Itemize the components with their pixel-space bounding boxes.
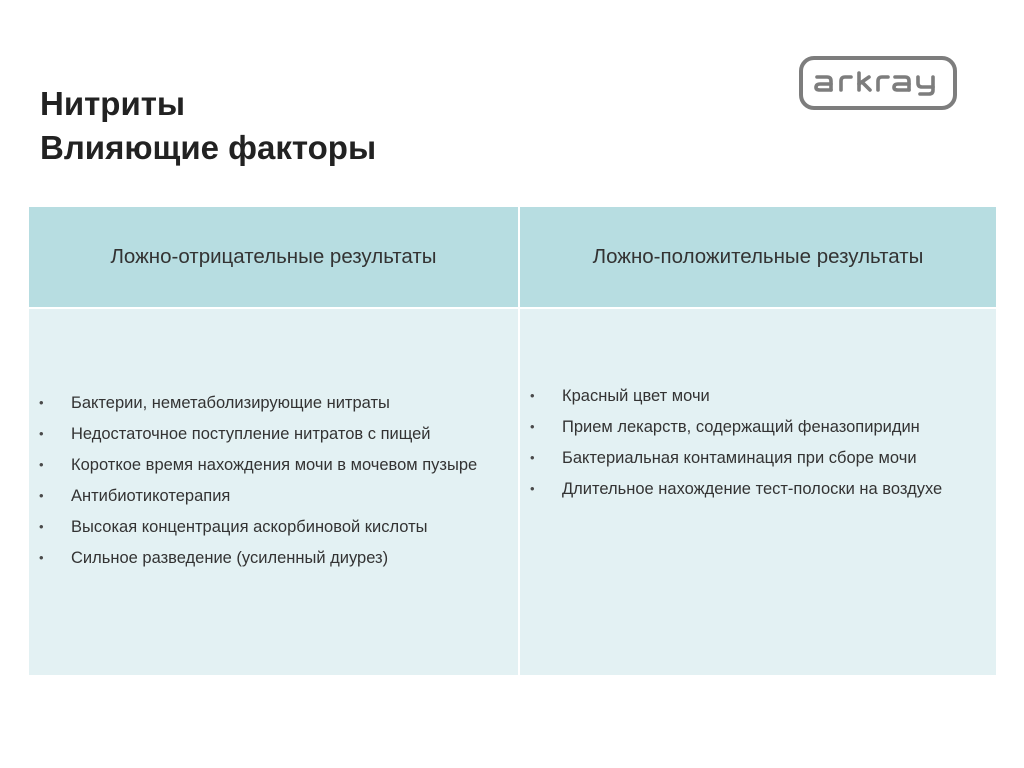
title-line-2: Влияющие факторы bbox=[40, 129, 377, 166]
page-title bbox=[40, 82, 376, 170]
bullet-icon: • bbox=[530, 481, 535, 496]
list-item bbox=[29, 546, 514, 570]
bullet-icon: • bbox=[39, 395, 44, 410]
title-line-1: Нитриты bbox=[40, 85, 186, 122]
bullet-icon: • bbox=[39, 488, 44, 503]
list-item-text: Бактериальная контаминация при сборе мочи bbox=[562, 449, 917, 467]
header-false-positive-label: Ложно-положительные результаты bbox=[592, 245, 924, 268]
bullet-icon: • bbox=[530, 388, 535, 403]
list-item-text: Прием лекарств, содержащий феназопиридин bbox=[562, 418, 920, 436]
list-item bbox=[29, 484, 514, 508]
list-item bbox=[520, 477, 990, 501]
false-negative-list bbox=[29, 391, 514, 577]
bullet-icon: • bbox=[39, 457, 44, 472]
list-item-text: Длительное нахождение тест-полоски на воздухе bbox=[562, 480, 943, 498]
list-item bbox=[29, 453, 514, 477]
arkray-logo bbox=[799, 56, 957, 110]
false-negative-cell bbox=[29, 309, 518, 675]
list-item-text: Короткое время нахождения мочи в мочевом пузыре bbox=[71, 456, 478, 474]
list-item-text: Сильное разведение (усиленный диурез) bbox=[71, 549, 389, 567]
bullet-icon: • bbox=[39, 519, 44, 534]
list-item bbox=[520, 415, 990, 439]
arkray-logo-wordmark bbox=[803, 60, 953, 106]
false-positive-cell bbox=[520, 309, 996, 675]
list-item bbox=[29, 391, 514, 415]
list-item bbox=[29, 422, 514, 446]
header-false-negative-label: Ложно-отрицательные результаты bbox=[110, 245, 437, 268]
list-item bbox=[520, 446, 990, 470]
header-false-negative bbox=[29, 207, 518, 307]
list-item-text: Антибиотикотерапия bbox=[71, 487, 231, 505]
false-positive-list bbox=[520, 384, 990, 508]
list-item-text: Красный цвет мочи bbox=[562, 387, 710, 405]
factors-table bbox=[29, 207, 996, 675]
list-item bbox=[29, 515, 514, 539]
list-item-text: Бактерии, неметаболизирующие нитраты bbox=[71, 394, 390, 412]
bullet-icon: • bbox=[39, 550, 44, 565]
list-item bbox=[520, 384, 990, 408]
bullet-icon: • bbox=[530, 450, 535, 465]
bullet-icon: • bbox=[530, 419, 535, 434]
list-item-text: Недостаточное поступление нитратов с пищей bbox=[71, 425, 431, 443]
header-false-positive bbox=[520, 207, 996, 307]
bullet-icon: • bbox=[39, 426, 44, 441]
list-item-text: Высокая концентрация аскорбиновой кислоты bbox=[71, 518, 428, 536]
